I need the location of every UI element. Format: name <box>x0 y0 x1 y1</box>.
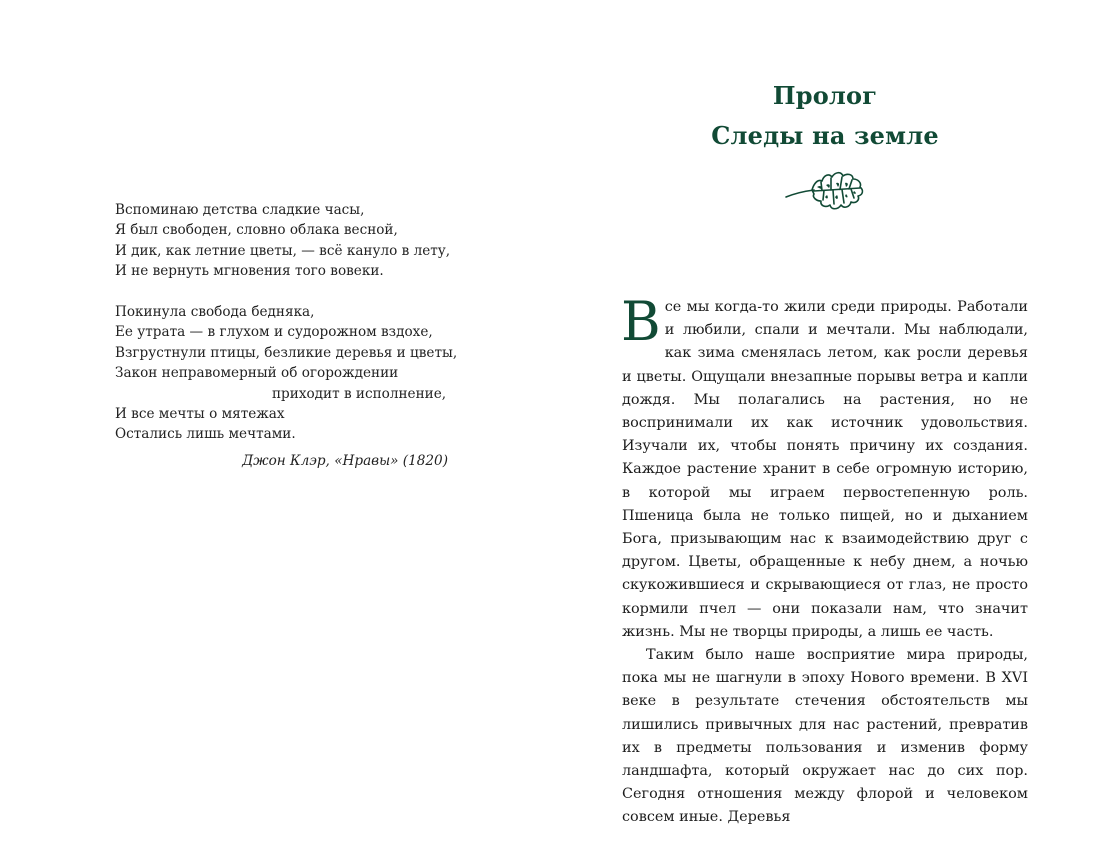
poem-line: Вспоминаю детства сладкие часы, <box>115 202 365 218</box>
chapter-subtitle: Следы на земле <box>711 121 939 150</box>
poem-line: Закон неправомерный об огорождении <box>115 365 399 382</box>
poem-line: Я был свободен, словно облака весной, <box>115 222 398 239</box>
epigraph-poem <box>115 200 458 471</box>
body-paragraph-2: Таким было наше восприятие мира природы, пока мы не шагнули в эпоху Нового времени. В XVI веке в результате стечения обстоятельств мы лишились привычных для нас растений, превратив их в предметы пользования и изменив форму ландшафта, который окружает нас до сих пор. Сегодня отношения между флорой и человеком совсем иные. Деревья <box>622 647 1028 826</box>
body-paragraph-1 <box>621 290 1028 644</box>
chapter-title: Пролог <box>772 81 878 110</box>
poem-line: И не вернуть мгновения того вовеки. <box>115 263 384 280</box>
poem-line: Остались лишь мечтами. <box>115 426 296 443</box>
poem-line: Ее утрата — в глухом и судорожном вздохе, <box>115 324 433 341</box>
right-page <box>550 0 1100 861</box>
oak-leaf-icon <box>784 167 866 213</box>
poem-line: И дик, как летние цветы, — всё кануло в лету, <box>115 242 451 259</box>
chapter-body <box>621 290 1028 830</box>
poem-line-indented: приходит в исполнение, <box>272 385 447 402</box>
poem-stanza-2 <box>115 302 458 445</box>
poem-line: И все мечты о мятежах <box>115 406 285 423</box>
epigraph-attribution: Джон Клэр, «Нравы» (1820) <box>242 452 448 469</box>
poem-stanza-1 <box>115 200 455 282</box>
body-paragraph-1-text: се мы когда-то жили среди природы. Работали и любили, спали и мечтали. Мы наблюдали, как зима сменялась летом, как росли деревья и цветы. Ощущали внезапные порывы ветра и капли дождя. Мы полагались на растения, но не воспринимали их как источник удовольствия. Изучали их, чтобы понять причину их создания. Каждое растение хранит в себе огромную историю, в которой мы играем первостепенную роль. Пшеница была не только пищей, но и дыханием Бога, призывающим нас к взаимодействию друг с другом. Цветы, обращенные к небу днем, а ночью скукожившиеся и скрывающиеся от глаз, не просто кормили пчел — они показали нам, что значит жизнь. Мы не творцы природы, а лишь ее часть. <box>622 299 1028 640</box>
poem-line: Взгрустнули птицы, безликие деревья и цветы, <box>115 344 458 361</box>
drop-cap: В <box>621 290 661 353</box>
chapter-heading <box>550 78 1100 154</box>
poem-line: Покинула свобода бедняка, <box>115 304 315 321</box>
